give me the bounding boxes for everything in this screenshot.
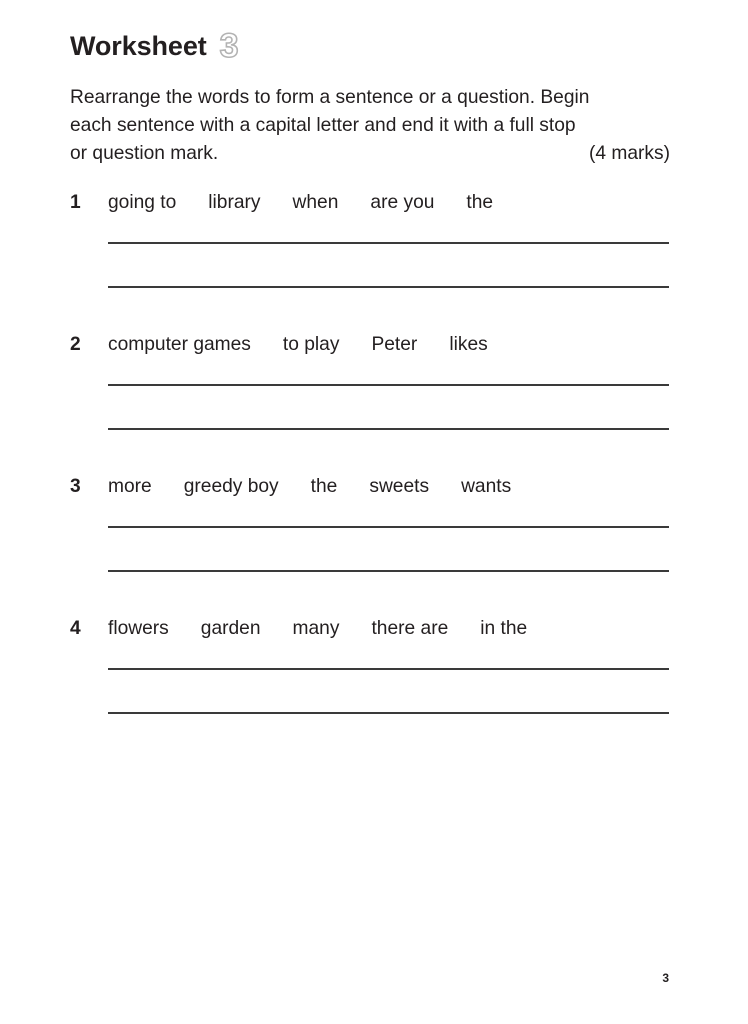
question-block [0,616,748,758]
word-chip: many [292,618,340,639]
answer-lines-group [108,384,669,430]
instructions-line-1: Rearrange the words to form a sentence or a question. Begin [70,87,590,108]
answer-lines-group [108,242,669,288]
question-number: 4 [70,618,81,639]
worksheet-title-label: Worksheet [70,31,207,61]
word-chip: when [292,192,339,213]
question-word-group [108,474,688,500]
question-word-group [108,190,688,216]
page-title [70,27,239,65]
word-chip: greedy boy [183,476,279,497]
word-chip: there are [371,618,449,639]
questions-list [0,190,748,758]
word-chip: to play [282,334,340,355]
word-chip: the [310,476,338,497]
question-number: 1 [70,192,81,213]
instructions-line-2: each sentence with a capital letter and end it with a full stop [70,115,576,136]
instructions-line-3: or question mark. [70,143,219,164]
instructions-block [70,84,670,168]
instructions-line-3-row [70,140,670,168]
answer-line[interactable] [108,526,669,528]
word-chip: the [466,192,494,213]
answer-line[interactable] [108,242,669,244]
word-chip: sweets [369,476,430,497]
word-chip: in the [480,618,528,639]
question-block [0,190,748,332]
answer-lines-group [108,668,669,714]
question-block [0,332,748,474]
answer-line[interactable] [108,712,669,714]
word-chip: more [108,476,152,497]
worksheet-number-outline: 3 [219,27,239,65]
marks-label: (4 marks) [588,143,670,164]
question-number: 2 [70,334,81,355]
word-chip: going to [108,192,177,213]
word-chip: computer games [108,334,251,355]
question-word-group [108,616,688,642]
word-chip: likes [449,334,488,355]
answer-line[interactable] [108,384,669,386]
word-chip: garden [200,618,261,639]
question-prompt-row [0,332,748,366]
question-number: 3 [70,476,81,497]
answer-line[interactable] [108,668,669,670]
answer-line[interactable] [108,428,669,430]
word-chip: flowers [108,618,169,639]
word-chip: Peter [371,334,418,355]
answer-line[interactable] [108,570,669,572]
question-prompt-row [0,616,748,650]
word-chip: wants [461,476,512,497]
answer-line[interactable] [108,286,669,288]
word-chip: are you [370,192,435,213]
page-number: 3 [662,971,669,985]
question-block [0,474,748,616]
question-word-group [108,332,688,358]
answer-lines-group [108,526,669,572]
question-prompt-row [0,474,748,508]
word-chip: library [208,192,261,213]
question-prompt-row [0,190,748,224]
